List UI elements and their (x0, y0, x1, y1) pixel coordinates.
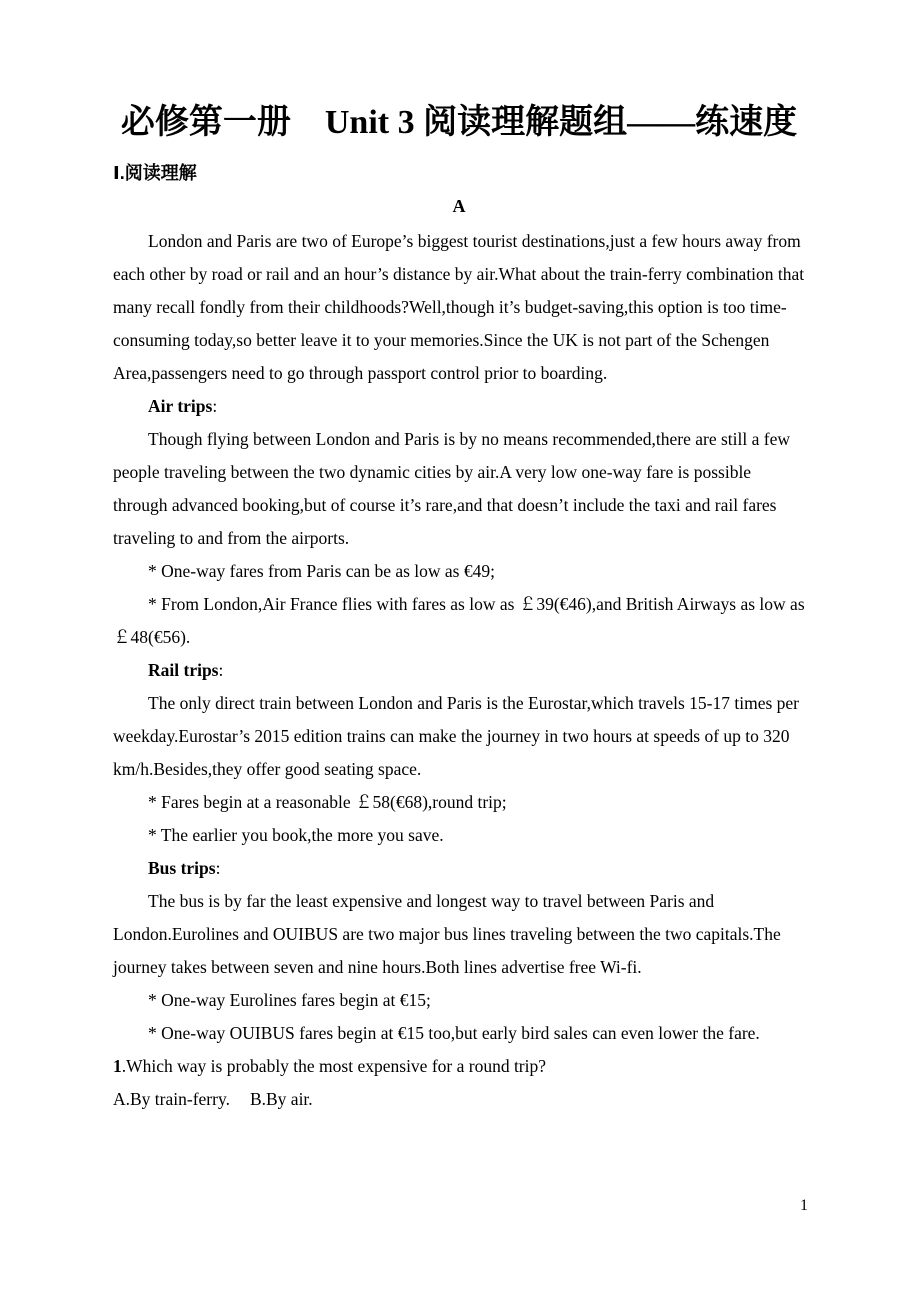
section-heading: Rail trips: (148, 659, 224, 680)
option: A.By train-ferry. (113, 1088, 230, 1109)
section-heading-label: Rail trips (148, 659, 219, 680)
question: 1.Which way is probably the most expensive for a round trip? (113, 1055, 547, 1076)
passage-paragraph: The bus is by far the least expensive and longest way to travel between Paris and London.Eurolines and OUIBUS are two major bus lines traveling between the two capitals.The journey takes between seven and nine hours.Both lines advertise free Wi-fi. (113, 890, 781, 977)
passage-paragraph: The only direct train between London and Paris is the Eurostar,which travels 15-17 times per weekday.Eurostar’s 2015 edition trains can make the journey in two hours at speeds of up to 320 km/h.Besides,they offer good seating space. (113, 692, 799, 779)
section-heading-label: Bus trips (148, 857, 216, 878)
passage-paragraph: * Fares begin at a reasonable ￡58(€68),round trip; (148, 791, 507, 812)
passage-paragraph: * One-way OUIBUS fares begin at €15 too,but early bird sales can even lower the fare. (148, 1022, 760, 1043)
passage-paragraph: * From London,Air France flies with fares as low as ￡39(€46),and British Airways as low as ￡48(€56). (113, 593, 805, 647)
section-heading: Air trips: (148, 395, 218, 416)
option: B.By air. (249, 1088, 313, 1109)
question-number: 1 (113, 1055, 122, 1076)
passage-paragraph: London and Paris are two of Europe’s biggest tourist destinations,just a few hours away from each other by road or rail and an hour’s distance by air.What about the train-ferry combination that many recall fondly from their childhoods?Well,though it’s budget-saving,this option is too time-consuming today,so better leave it to your memories.Since the UK is not part of the Schengen Area,passengers need to go through passport control prior to boarding. (113, 230, 805, 383)
passage-body (113, 225, 805, 1116)
page-number: 1 (800, 1197, 808, 1214)
section-heading: Bus trips: (148, 857, 221, 878)
passage-paragraph: Though flying between London and Paris is by no means recommended,there are still a few people traveling between the two dynamic cities by air.A very low one-way fare is possible through advanced booking,but of course it’s rare,and that doesn’t include the taxi and rail fares traveling to and from the airports. (113, 428, 790, 548)
options-row (113, 1083, 805, 1116)
passage-paragraph: * The earlier you book,the more you save. (148, 824, 444, 845)
document-title: 必修第一册 Unit 3 阅读理解题组——练速度 (120, 104, 798, 141)
section-label: Ⅰ.阅读理解 (113, 162, 197, 183)
passage-paragraph: * One-way fares from Paris can be as low as €49; (148, 560, 495, 581)
passage-heading-a: A (452, 195, 466, 216)
passage-paragraph: * One-way Eurolines fares begin at €15; (148, 989, 431, 1010)
section-heading-label: Air trips (148, 395, 213, 416)
